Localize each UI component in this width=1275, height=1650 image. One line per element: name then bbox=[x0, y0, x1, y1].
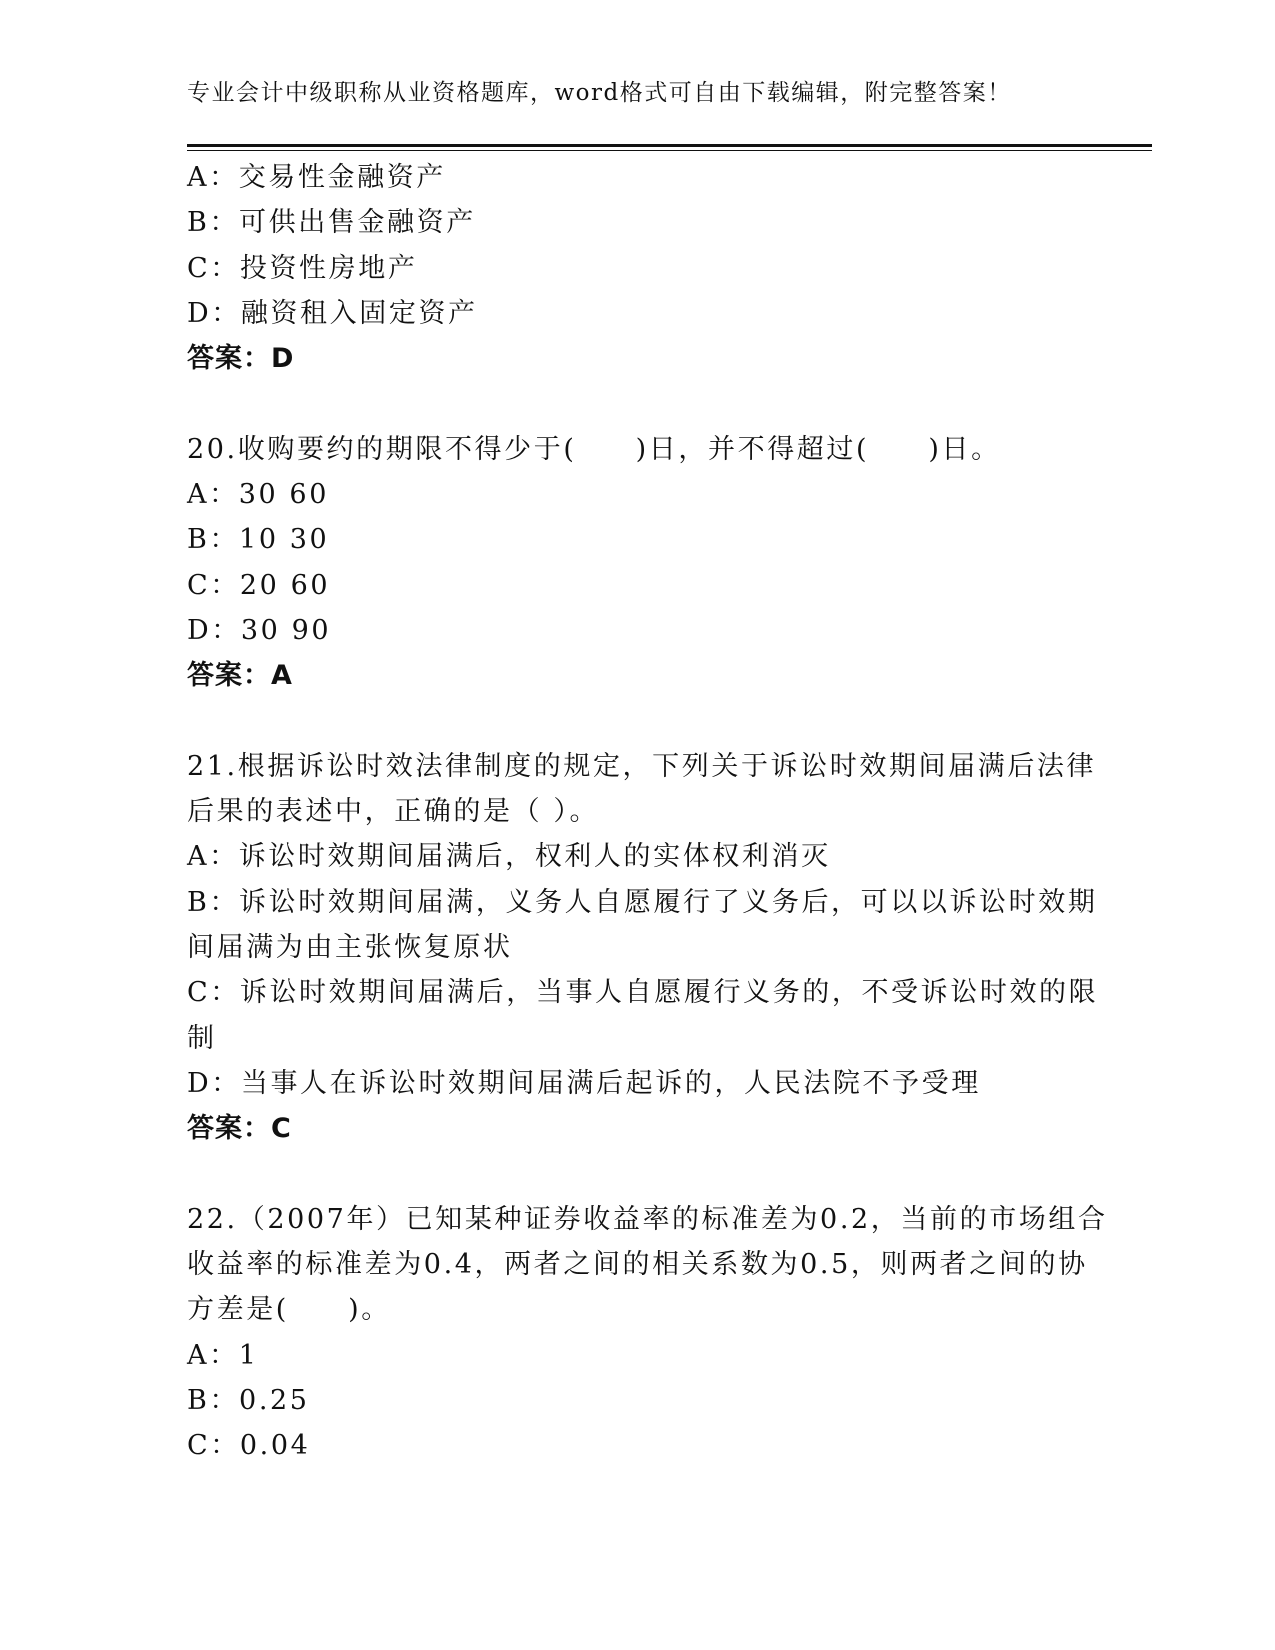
question-21-option-b-line-1: B：诉讼时效期间届满，义务人自愿履行了义务后，可以以诉讼时效期 bbox=[187, 886, 1098, 918]
question-20-answer: 答案：A bbox=[187, 660, 293, 692]
question-content bbox=[187, 155, 1108, 1469]
spacer bbox=[187, 1152, 1087, 1197]
question-21-option-c-line-2: 制 bbox=[187, 1022, 217, 1054]
option-a: A：交易性金融资产 bbox=[187, 162, 446, 193]
question-21-option-d: D：当事人在诉讼时效期间届满后起诉的，人民法院不予受理 bbox=[187, 1067, 981, 1099]
question-22-option-c: C：0.04 bbox=[187, 1430, 311, 1462]
header-rule-thick bbox=[187, 144, 1152, 147]
question-22-option-b: B：0.25 bbox=[187, 1385, 310, 1417]
question-21-answer: 答案：C bbox=[187, 1113, 292, 1145]
option-b: B：可供出售金融资产 bbox=[187, 207, 476, 239]
header-rule-thin bbox=[187, 150, 1152, 151]
answer: 答案：D bbox=[187, 343, 295, 375]
question-22-option-a: A：1 bbox=[187, 1339, 259, 1371]
question-22-text-line-1: 22.（2007年）已知某种证券收益率的标准差为0.2，当前的市场组合 bbox=[187, 1203, 1108, 1235]
question-21-option-b-line-2: 间届满为由主张恢复原状 bbox=[187, 932, 513, 964]
question-22-text-line-3: 方差是( )。 bbox=[187, 1294, 391, 1326]
question-20-option-c: C：20 60 bbox=[187, 569, 331, 601]
question-20-text: 20.收购要约的期限不得少于( )日，并不得超过( )日。 bbox=[187, 433, 1001, 465]
spacer bbox=[187, 699, 1087, 744]
question-21-text-line-1: 21.根据诉讼时效法律制度的规定，下列关于诉讼时效期间届满后法律 bbox=[187, 750, 1097, 782]
document-header: 专业会计中级职称从业资格题库，word格式可自由下载编辑，附完整答案！ bbox=[187, 80, 1012, 106]
question-21-option-c-line-1: C：诉讼时效期间届满后，当事人自愿履行义务的，不受诉讼时效的限 bbox=[187, 977, 1099, 1009]
question-22-text-line-2: 收益率的标准差为0.4，两者之间的相关系数为0.5，则两者之间的协 bbox=[187, 1249, 1088, 1281]
question-21-option-a: A：诉讼时效期间届满后，权利人的实体权利消灭 bbox=[187, 841, 831, 873]
question-20-option-a: A：30 60 bbox=[187, 479, 329, 511]
question-20-option-d: D：30 90 bbox=[187, 614, 332, 646]
question-20-option-b: B：10 30 bbox=[187, 524, 330, 556]
option-d: D：融资租入固定资产 bbox=[187, 297, 478, 329]
option-c: C：投资性房地产 bbox=[187, 252, 418, 284]
spacer bbox=[187, 381, 1087, 426]
question-21-text-line-2: 后果的表述中，正确的是（ ）。 bbox=[187, 796, 600, 828]
